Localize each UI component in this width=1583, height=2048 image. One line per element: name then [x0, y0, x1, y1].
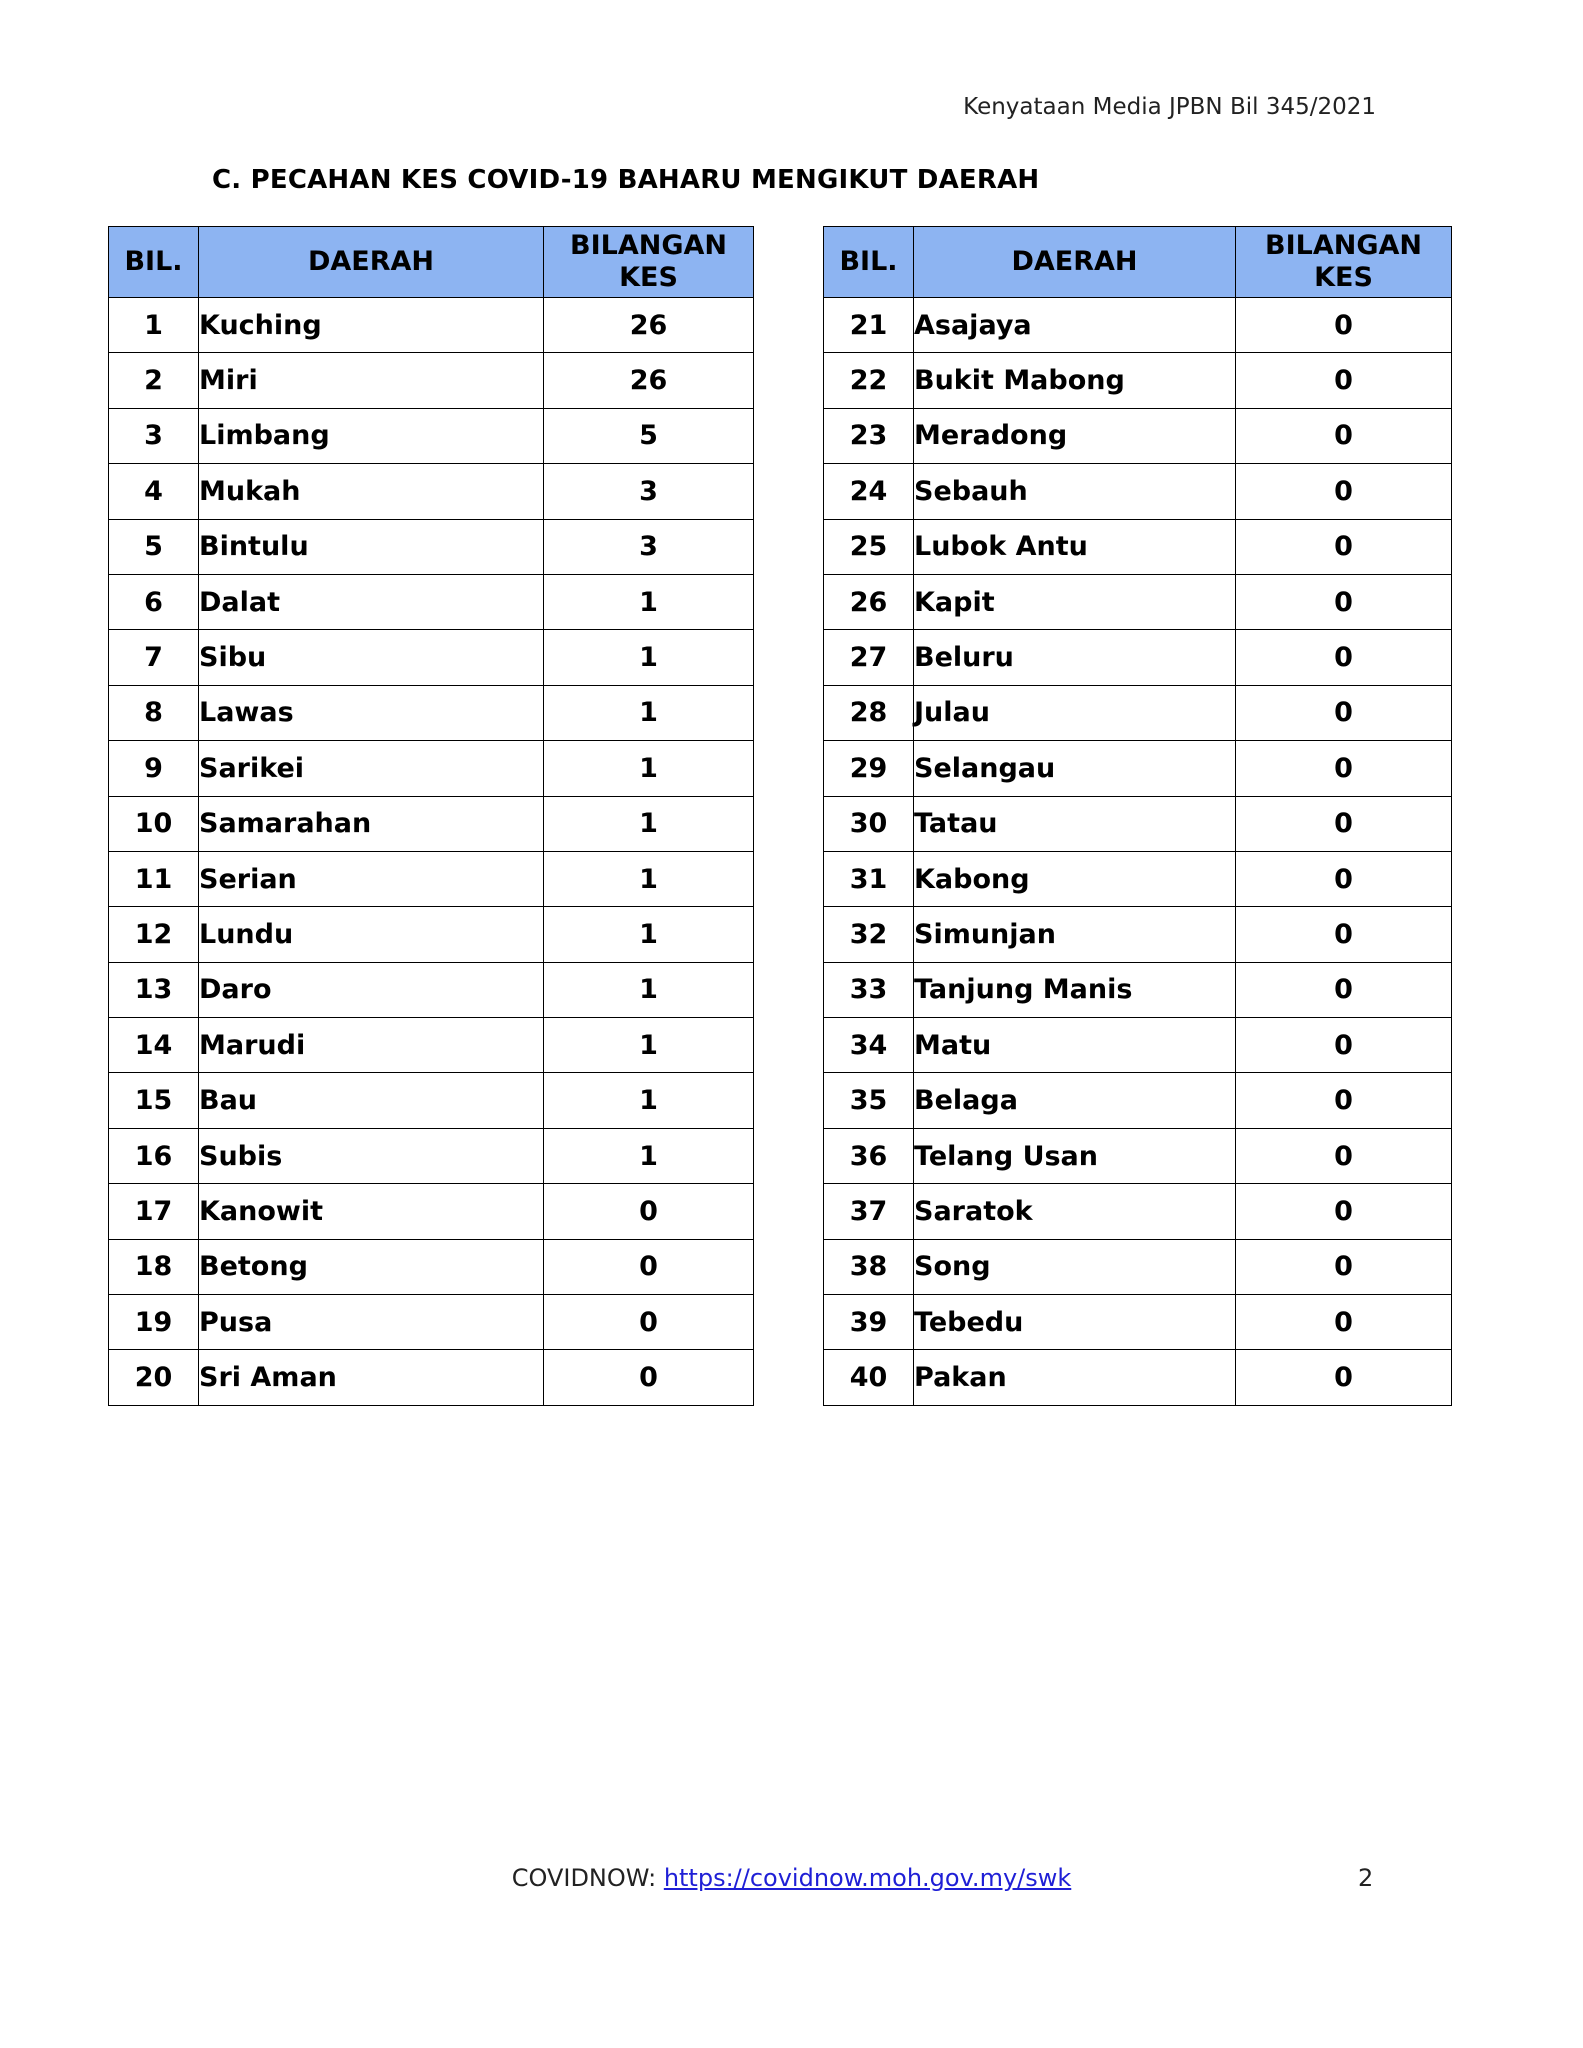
- table-row: [109, 1239, 754, 1294]
- table-row: [824, 796, 1452, 851]
- case-count: 0: [1236, 1018, 1452, 1073]
- case-count: 0: [1236, 353, 1452, 408]
- table-row: [824, 1018, 1452, 1073]
- district-name: Lundu: [199, 907, 544, 962]
- case-count: 1: [544, 685, 754, 740]
- row-number: 34: [824, 1018, 914, 1073]
- row-number: 36: [824, 1128, 914, 1183]
- district-name: Simunjan: [914, 907, 1236, 962]
- district-name: Tatau: [914, 796, 1236, 851]
- case-count: 0: [1236, 962, 1452, 1017]
- row-number: 24: [824, 464, 914, 519]
- case-count: 1: [544, 741, 754, 796]
- row-number: 27: [824, 630, 914, 685]
- case-count: 0: [1236, 1184, 1452, 1239]
- row-number: 31: [824, 851, 914, 906]
- table-row: [824, 519, 1452, 574]
- table-row: [109, 685, 754, 740]
- footer: [0, 1864, 1583, 1892]
- district-name: Pusa: [199, 1295, 544, 1350]
- table-row: [824, 574, 1452, 629]
- case-count: 0: [1236, 796, 1452, 851]
- col-header-count: [1236, 227, 1452, 298]
- table-right-body: [824, 298, 1452, 1406]
- row-number: 19: [109, 1295, 199, 1350]
- district-name: Asajaya: [914, 298, 1236, 353]
- case-count: 1: [544, 1018, 754, 1073]
- table-row: [824, 298, 1452, 353]
- district-name: Marudi: [199, 1018, 544, 1073]
- page-number: 2: [1358, 1864, 1374, 1892]
- table-row: [824, 851, 1452, 906]
- district-name: Tebedu: [914, 1295, 1236, 1350]
- row-number: 28: [824, 685, 914, 740]
- case-count: 0: [1236, 1350, 1452, 1405]
- case-count: 1: [544, 796, 754, 851]
- district-name: Miri: [199, 353, 544, 408]
- district-name: Kanowit: [199, 1184, 544, 1239]
- district-name: Saratok: [914, 1184, 1236, 1239]
- case-count: 0: [1236, 1073, 1452, 1128]
- row-number: 35: [824, 1073, 914, 1128]
- table-row: [824, 685, 1452, 740]
- table-row: [109, 574, 754, 629]
- table-row: [109, 630, 754, 685]
- district-name: Tanjung Manis: [914, 962, 1236, 1017]
- case-count: 3: [544, 464, 754, 519]
- district-name: Mukah: [199, 464, 544, 519]
- table-row: [109, 353, 754, 408]
- district-name: Lawas: [199, 685, 544, 740]
- table-row: [824, 1350, 1452, 1405]
- table-row: [109, 1350, 754, 1405]
- table-row: [824, 962, 1452, 1017]
- table-row: [824, 464, 1452, 519]
- row-number: 39: [824, 1295, 914, 1350]
- district-name: Samarahan: [199, 796, 544, 851]
- table-row: [109, 1295, 754, 1350]
- case-count: 0: [1236, 574, 1452, 629]
- table-header-row: [109, 227, 754, 298]
- case-count: 0: [1236, 1239, 1452, 1294]
- table-row: [109, 741, 754, 796]
- district-name: Dalat: [199, 574, 544, 629]
- district-name: Kuching: [199, 298, 544, 353]
- table-row: [824, 1239, 1452, 1294]
- case-count: 0: [1236, 685, 1452, 740]
- case-count: 0: [544, 1350, 754, 1405]
- table-row: [824, 1184, 1452, 1239]
- district-name: Bintulu: [199, 519, 544, 574]
- case-count: 0: [1236, 907, 1452, 962]
- case-count: 0: [1236, 519, 1452, 574]
- col-header-count-line1: BILANGAN: [1265, 230, 1422, 261]
- row-number: 26: [824, 574, 914, 629]
- case-count: 0: [1236, 298, 1452, 353]
- table-row: [824, 741, 1452, 796]
- table-row: [109, 1128, 754, 1183]
- row-number: 11: [109, 851, 199, 906]
- case-count: 0: [544, 1184, 754, 1239]
- col-header-count-line2: KES: [619, 262, 678, 293]
- table-row: [824, 1128, 1452, 1183]
- row-number: 5: [109, 519, 199, 574]
- case-count: 0: [544, 1295, 754, 1350]
- col-header-bil: BIL.: [109, 227, 199, 298]
- row-number: 23: [824, 408, 914, 463]
- table-row: [824, 1073, 1452, 1128]
- row-number: 32: [824, 907, 914, 962]
- row-number: 20: [109, 1350, 199, 1405]
- row-number: 33: [824, 962, 914, 1017]
- district-name: Meradong: [914, 408, 1236, 463]
- district-name: Sri Aman: [199, 1350, 544, 1405]
- row-number: 37: [824, 1184, 914, 1239]
- district-name: Serian: [199, 851, 544, 906]
- case-count: 0: [1236, 630, 1452, 685]
- district-name: Pakan: [914, 1350, 1236, 1405]
- col-header-count: [544, 227, 754, 298]
- col-header-bil: BIL.: [824, 227, 914, 298]
- district-name: Sibu: [199, 630, 544, 685]
- row-number: 9: [109, 741, 199, 796]
- district-table-right: [823, 226, 1452, 1406]
- row-number: 22: [824, 353, 914, 408]
- row-number: 12: [109, 907, 199, 962]
- row-number: 14: [109, 1018, 199, 1073]
- table-row: [824, 408, 1452, 463]
- case-count: 1: [544, 962, 754, 1017]
- covidnow-link[interactable]: https://covidnow.moh.gov.my/swk: [663, 1864, 1072, 1892]
- district-name: Sebauh: [914, 464, 1236, 519]
- table-row: [109, 962, 754, 1017]
- table-row: [109, 298, 754, 353]
- district-name: Betong: [199, 1239, 544, 1294]
- case-count: 1: [544, 574, 754, 629]
- table-left-body: [109, 298, 754, 1406]
- district-name: Subis: [199, 1128, 544, 1183]
- row-number: 21: [824, 298, 914, 353]
- row-number: 17: [109, 1184, 199, 1239]
- table-row: [109, 796, 754, 851]
- table-row: [109, 408, 754, 463]
- case-count: 0: [544, 1239, 754, 1294]
- district-name: Daro: [199, 962, 544, 1017]
- row-number: 7: [109, 630, 199, 685]
- case-count: 1: [544, 851, 754, 906]
- row-number: 6: [109, 574, 199, 629]
- district-name: Julau: [914, 685, 1236, 740]
- row-number: 30: [824, 796, 914, 851]
- district-name: Sarikei: [199, 741, 544, 796]
- row-number: 25: [824, 519, 914, 574]
- row-number: 38: [824, 1239, 914, 1294]
- district-name: Bukit Mabong: [914, 353, 1236, 408]
- table-row: [824, 1295, 1452, 1350]
- case-count: 0: [1236, 464, 1452, 519]
- table-row: [824, 630, 1452, 685]
- document-reference: Kenyataan Media JPBN Bil 345/2021: [963, 94, 1376, 120]
- row-number: 18: [109, 1239, 199, 1294]
- table-header-row: [824, 227, 1452, 298]
- case-count: 0: [1236, 1295, 1452, 1350]
- case-count: 1: [544, 630, 754, 685]
- district-name: Bau: [199, 1073, 544, 1128]
- row-number: 13: [109, 962, 199, 1017]
- case-count: 3: [544, 519, 754, 574]
- case-count: 0: [1236, 408, 1452, 463]
- case-count: 5: [544, 408, 754, 463]
- section-title: C. PECAHAN KES COVID-19 BAHARU MENGIKUT DAERAH: [212, 165, 1040, 195]
- district-table-left: [108, 226, 754, 1406]
- row-number: 2: [109, 353, 199, 408]
- district-name: Limbang: [199, 408, 544, 463]
- district-name: Selangau: [914, 741, 1236, 796]
- col-header-count-line2: KES: [1314, 262, 1373, 293]
- case-count: 0: [1236, 1128, 1452, 1183]
- row-number: 15: [109, 1073, 199, 1128]
- case-count: 0: [1236, 741, 1452, 796]
- table-row: [109, 464, 754, 519]
- district-name: Kapit: [914, 574, 1236, 629]
- row-number: 3: [109, 408, 199, 463]
- row-number: 8: [109, 685, 199, 740]
- col-header-count-line1: BILANGAN: [570, 230, 727, 261]
- row-number: 1: [109, 298, 199, 353]
- district-name: Matu: [914, 1018, 1236, 1073]
- case-count: 1: [544, 907, 754, 962]
- col-header-daerah: DAERAH: [199, 227, 544, 298]
- row-number: 4: [109, 464, 199, 519]
- row-number: 40: [824, 1350, 914, 1405]
- district-name: Belaga: [914, 1073, 1236, 1128]
- case-count: 26: [544, 353, 754, 408]
- col-header-daerah: DAERAH: [914, 227, 1236, 298]
- case-count: 0: [1236, 851, 1452, 906]
- district-name: Kabong: [914, 851, 1236, 906]
- row-number: 16: [109, 1128, 199, 1183]
- district-name: Lubok Antu: [914, 519, 1236, 574]
- table-row: [109, 1184, 754, 1239]
- table-row: [109, 1073, 754, 1128]
- row-number: 29: [824, 741, 914, 796]
- table-row: [109, 851, 754, 906]
- district-name: Song: [914, 1239, 1236, 1294]
- district-name: Beluru: [914, 630, 1236, 685]
- footer-prefix: COVIDNOW:: [511, 1864, 664, 1892]
- table-row: [109, 907, 754, 962]
- case-count: 26: [544, 298, 754, 353]
- district-name: Telang Usan: [914, 1128, 1236, 1183]
- row-number: 10: [109, 796, 199, 851]
- table-row: [109, 1018, 754, 1073]
- case-count: 1: [544, 1073, 754, 1128]
- table-row: [824, 907, 1452, 962]
- table-row: [109, 519, 754, 574]
- table-row: [824, 353, 1452, 408]
- case-count: 1: [544, 1128, 754, 1183]
